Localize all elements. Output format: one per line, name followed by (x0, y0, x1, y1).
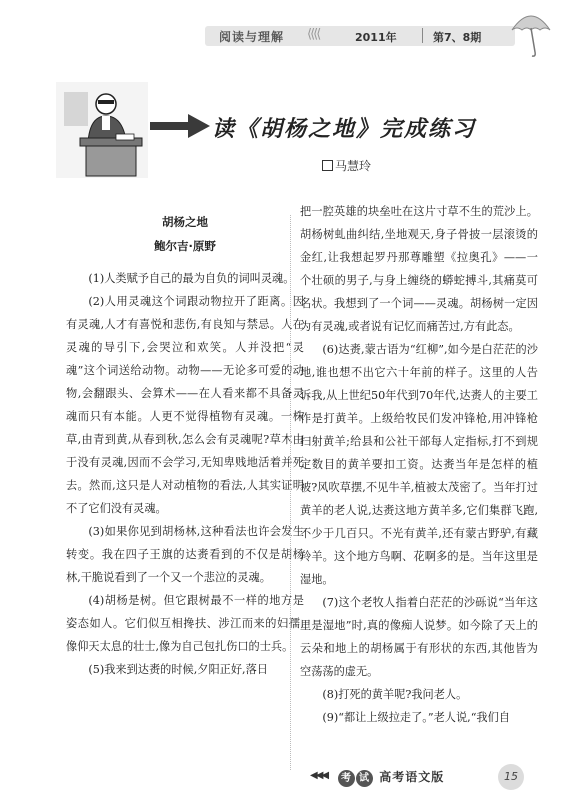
page-footer (310, 766, 550, 788)
magazine-name-char: 考 (338, 770, 355, 787)
triangles-icon: ◀◀◀ (310, 770, 328, 781)
magazine-name-char: 试 (356, 770, 373, 787)
issue-year: 2011年 (355, 31, 397, 44)
page-number: 15 (498, 764, 524, 790)
column-divider (290, 215, 291, 770)
left-column (66, 211, 304, 681)
paragraph: (6)达赉,蒙古语为“红柳”,如今是白茫茫的沙地,谁也想不出它六十年前的样子。这里的人告诉我,从上世纪50年代到70年代,达赉人的主要工作是打黄羊。上级给牧民们发冲锋枪,用冲锋枪扫射黄羊;给县和公社干部每人定指标,打不到规定数目的黄羊要扣工资。达赉当年是怎样的植被?风吹草摆,不见牛羊,植被太茂密了。当年打过黄羊的老人说,达赉这地方黄羊多,它们集群飞跑,不少于几百只。不光有黄羊,还有蒙古野驴,有藏羚羊。这个地方鸟啊、花啊多的是。当年这里是湿地。 (300, 343, 538, 586)
magazine-name-rest: 高考语文版 (379, 770, 445, 784)
excerpt-title: 胡杨之地 (162, 215, 208, 229)
paragraph: (9)“都让上级拉走了。”老人说,“我们自 (322, 711, 510, 724)
arrow-right-icon (150, 114, 210, 138)
teacher-illustration (56, 82, 148, 178)
square-icon (322, 160, 333, 171)
chevrons-icon: ⟨⟨⟨⟨ (307, 27, 320, 42)
paragraph: (2)人用灵魂这个词跟动物拉开了距离。因有灵魂,人才有喜悦和悲伤,有良知与禁忌。人在灵魂的导引下,会哭泣和欢笑。人并没把“灵魂”这个词送给动物。动物——无论多可爱的动物,会翻跟头、会算术——在人看来都不具备灵魂而只有本能。人更不觉得植物有灵魂。一株草,由青到黄,从春到秋,怎么会有灵魂呢?草木由于没有灵魂,因而不会学习,无知卑贱地活着并死去。然而,这只是人对动植物的看法,人其实证明不了它们没有灵魂。 (66, 295, 304, 515)
paragraph: (5)我来到达赉的时候,夕阳正好,落日 (88, 663, 268, 676)
article-author-name: 马慧玲 (335, 159, 372, 173)
excerpt-author: 鲍尔吉·原野 (154, 239, 216, 253)
paragraph: (8)打死的黄羊呢?我问老人。 (322, 688, 468, 701)
issue-number: 第7、8期 (433, 31, 482, 44)
right-column (300, 200, 538, 729)
umbrella-icon (508, 6, 554, 60)
journal-header (205, 26, 515, 46)
paragraph: (4)胡杨是树。但它跟树最不一样的地方是姿态如人。它们似互相搀扶、涉江而来的妇孺,像仰天太息的壮士,像为自己包扎伤口的士兵。 (66, 594, 304, 653)
section-name: 阅读与理解 (219, 30, 285, 44)
header-divider (422, 28, 423, 43)
article-title: 读《胡杨之地》完成练习 (212, 116, 477, 142)
paragraph: (7)这个老牧人指着白茫茫的沙砾说“当年这里是湿地”时,真的像痴人说梦。如今除了天上的云朵和地上的胡杨属于有形状的东西,其他皆为空荡荡的虚无。 (300, 596, 538, 678)
magazine-name (338, 768, 444, 787)
article-author (322, 157, 371, 174)
paragraph: (3)如果你见到胡杨林,这种看法也许会发生转变。我在四子王旗的达赉看到的不仅是胡杨林,干脆说看到了一个又一个悲泣的灵魂。 (66, 525, 304, 584)
paragraph: (1)人类赋予自己的最为自负的词叫灵魂。 (88, 272, 295, 285)
paragraph-continuation: 把一腔英雄的块垒吐在这片寸草不生的荒沙上。胡杨树虬曲纠结,坐地观天,身子骨披一层滚烫的金红,让我想起罗丹那尊雕塑《拉奥孔》——一个壮硕的男子,与身上缠绕的蟒蛇搏斗,其痛莫可名状。我想到了一个词——灵魂。胡杨树一定因为有灵魂,或者说有记忆而痛苦过,方有此态。 (300, 205, 538, 333)
